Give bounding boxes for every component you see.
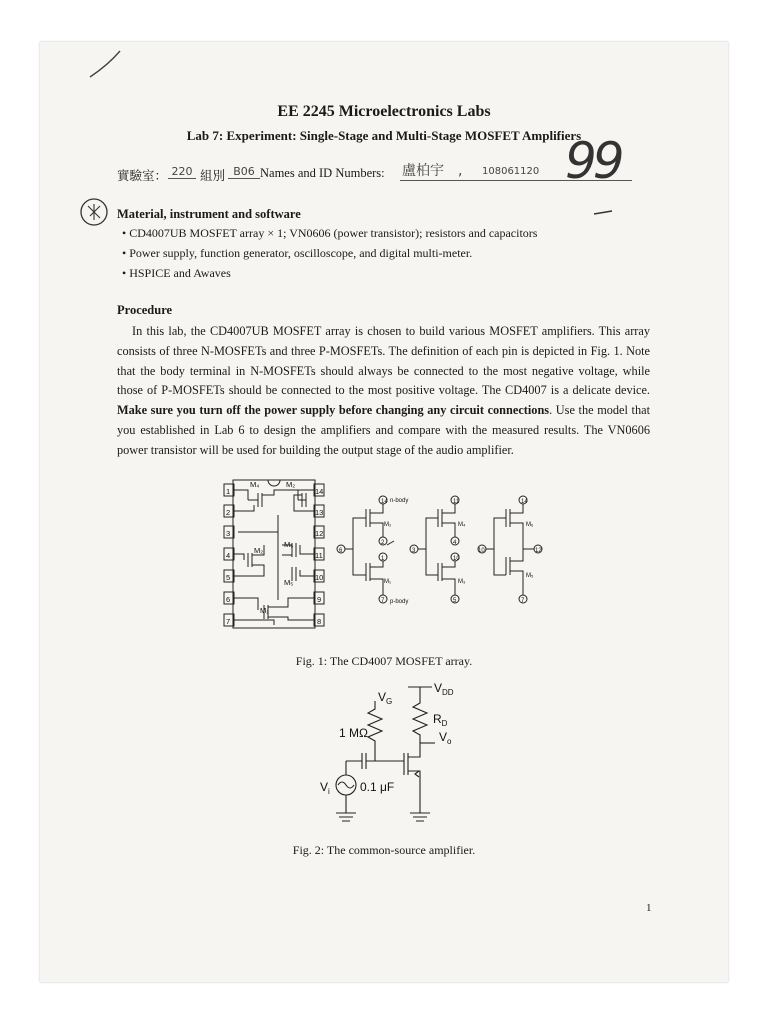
svg-text:3: 3 (412, 548, 416, 554)
svg-text:6: 6 (339, 548, 343, 554)
svg-text:M₃: M₃ (458, 579, 466, 585)
vdd-label: $V_{DD}$ (434, 681, 454, 697)
svg-text:12: 12 (315, 529, 324, 538)
svg-text:4: 4 (226, 551, 231, 560)
grade-dash-icon (592, 208, 616, 218)
svg-text:2: 2 (381, 540, 385, 546)
svg-text:2: 2 (226, 508, 231, 517)
svg-text:M₆: M₆ (526, 522, 534, 528)
fig2-caption: Fig. 2: The common-source amplifier. (292, 843, 476, 857)
svg-text:7: 7 (381, 598, 385, 604)
id-handwritten: 108061120 (482, 166, 540, 177)
pen-mark-icon (80, 45, 130, 85)
name-handwritten: 盧柏宇 (402, 163, 444, 179)
page-number: 1 (646, 902, 652, 914)
materials-heading: Material, instrument and software (117, 207, 301, 221)
svg-text:M₄: M₄ (250, 480, 260, 489)
svg-text:8: 8 (317, 617, 322, 626)
svg-text:13: 13 (315, 508, 324, 517)
svg-text:12: 12 (535, 548, 542, 554)
svg-text:7: 7 (521, 598, 525, 604)
group-value: B06 (228, 165, 260, 179)
svg-text:n-body: n-body (390, 498, 409, 504)
gate-resistor-label: 1 MΩ (339, 726, 368, 740)
svg-text:3: 3 (226, 529, 231, 538)
svg-text:p-body: p-body (390, 599, 409, 605)
svg-text:5: 5 (226, 573, 231, 582)
procedure-paragraph: In this lab, the CD4007UB MOSFET array is chosen to build various MOSFET amplifiers. This array consists of three N-MOSFETs and three P-MOSFETs. The definition of each pin is depicted in Fig. 1. Note that the body terminal in N-MOSFETs should always be connected to the most negative voltage, while those of P-MOSFETs should be connected to the most positive voltage. The CD4007 is a delicate device. Make sure you turn off the power supply before changing any circuit connections. Use the model that you established in Lab 6 to design the amplifiers and compare with the measured results. The VN0606 power transistor will be used for building the output stage of the audio amplifier. (117, 324, 650, 457)
svg-text:11: 11 (453, 499, 460, 505)
svg-text:9: 9 (317, 595, 322, 604)
svg-text:14: 14 (315, 487, 324, 496)
grade-mark: 99 (565, 132, 621, 190)
names-label: Names and ID Numbers: (260, 166, 385, 180)
fig1-caption: Fig. 1: The CD4007 MOSFET array. (295, 654, 473, 668)
document-subtitle: Lab 7: Experiment: Single-Stage and Multi-Stage MOSFET Amplifiers (186, 128, 582, 143)
capacitor-label: 0.1 μF (360, 780, 395, 794)
svg-text:M₂: M₂ (254, 546, 264, 555)
svg-text:M₅: M₅ (526, 573, 534, 579)
svg-text:1: 1 (226, 487, 231, 496)
svg-text:M₁: M₁ (384, 579, 392, 585)
vi-label: $V_i$ (320, 780, 330, 796)
vg-label: $V_G$ (378, 690, 393, 706)
svg-text:1: 1 (381, 556, 385, 562)
procedure-heading: Procedure (117, 303, 173, 317)
svg-text:M₁: M₁ (260, 606, 269, 615)
svg-text:M₂: M₂ (286, 480, 296, 489)
svg-text:10: 10 (478, 548, 485, 554)
stamp-circle-icon (78, 196, 110, 228)
svg-text:11: 11 (315, 551, 323, 560)
svg-text:14: 14 (521, 499, 528, 505)
svg-text:4: 4 (453, 540, 457, 546)
materials-item: • CD4007UB MOSFET array × 1; VN0606 (power transistor); resistors and capacitors (122, 226, 538, 240)
fig1-cd4007-diagram (218, 475, 553, 635)
lab-room-value: 220 (168, 165, 196, 179)
svg-text:7: 7 (226, 617, 231, 626)
lab-room-label: 實驗室： (117, 169, 168, 183)
group-label: 組別 (200, 169, 226, 183)
document-title: EE 2245 Microelectronics Labs (277, 103, 491, 120)
svg-text:5: 5 (453, 598, 457, 604)
svg-text:10: 10 (315, 573, 324, 582)
svg-text:M₅: M₅ (284, 578, 294, 587)
svg-text:14: 14 (381, 499, 388, 505)
svg-text:M₆: M₆ (284, 540, 294, 549)
fig2-common-source-diagram (300, 675, 500, 835)
rd-label: $R_D$ (433, 712, 448, 728)
materials-item: • Power supply, function generator, oscilloscope, and digital multi-meter. (122, 246, 473, 260)
svg-text:6: 6 (226, 595, 231, 604)
name-separator: , (458, 163, 463, 179)
svg-text:M₂: M₂ (384, 522, 392, 528)
svg-text:M₄: M₄ (458, 522, 466, 528)
vo-label: $V_o$ (439, 730, 452, 746)
materials-item: • HSPICE and Awaves (122, 266, 231, 280)
svg-text:10: 10 (453, 556, 460, 562)
